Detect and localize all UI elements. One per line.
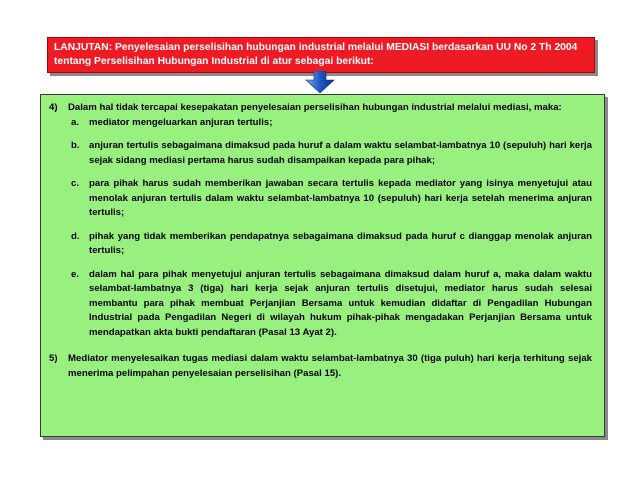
sub-item-letter: b. (71, 140, 80, 151)
sub-item-letter: e. (71, 268, 80, 280)
sub-item-letter: c. (71, 178, 80, 189)
sub-item-e (41, 268, 604, 341)
list-item-4 (41, 101, 604, 340)
sub-item-text: anjuran tertulis sebagaimana dimaksud pada huruf a dalam waktu selambat-lambatnya 10 (sepuluh) hari kerja sejak sidang mediasi pertama harus sudah disampaikan kepada para pihak; (89, 140, 592, 166)
sub-item-text: mediator mengeluarkan anjuran tertulis; (89, 116, 273, 128)
item-text: Mediator menyelesaikan tugas mediasi dalam waktu selambat-lambatnya 30 (tiga puluh) hari kerja terhitung sejak menerima pelimpahan penyelesaian perselisihan (Pasal 15). (68, 353, 592, 379)
item-text: Dalam hal tidak tercapai kesepakatan penyelesaian perselisihan hubungan industrial melalui mediasi, maka: (68, 102, 562, 113)
item-number: 5) (49, 353, 58, 364)
sub-item-text: pihak yang tidak memberikan pendapatnya sebagaimana dimaksud pada huruf c dianggap menolak anjuran tertulis; (89, 230, 592, 256)
sub-item-text: para pihak harus sudah memberikan jawaban secara tertulis kepada mediator yang isinya menyetujui atau menolak anjuran tertulis dalam waktu selambat-lambatnya 10 (sepuluh) hari kerja setelah menerima anjuran tertulis; (89, 178, 592, 218)
sub-item-text: dalam hal para pihak menyetujui anjuran tertulis sebagaimana dimaksud dalam huruf a, maka dalam waktu selambat-lambatnya 3 (tiga) hari kerja sejak anjuran tertulis disetujui, mediator harus sudah selesai membantu para pihak membuat Perjanjian Bersama untuk kemudian didaftar di Pengadilan Hubungan Industrial pada Pengadilan Negeri di wilayah hukum pihak-pihak mengadakan Perjanjian Bersama untuk mendapatkan akta bukti pendaftaran (Pasal 13 Ayat 2). (89, 268, 592, 338)
item-number: 4) (49, 102, 58, 113)
down-arrow-icon (305, 71, 335, 93)
sub-item-c (41, 177, 604, 221)
header-banner (47, 37, 595, 73)
sub-item-letter: a. (71, 116, 80, 128)
sub-item-b (41, 139, 604, 168)
list-item-5 (41, 352, 604, 381)
content-box (40, 94, 605, 437)
sub-item-d (41, 230, 604, 259)
sub-item-a (41, 116, 604, 131)
sub-item-letter: d. (71, 230, 80, 242)
header-text: LANJUTAN: Penyelesaian perselisihan hubungan industrial melalui MEDIASI berdasarkan UU No 2 Th 2004 tentang Perselisihan Hubungan Industrial di atur sebagai berikut: (54, 42, 578, 67)
